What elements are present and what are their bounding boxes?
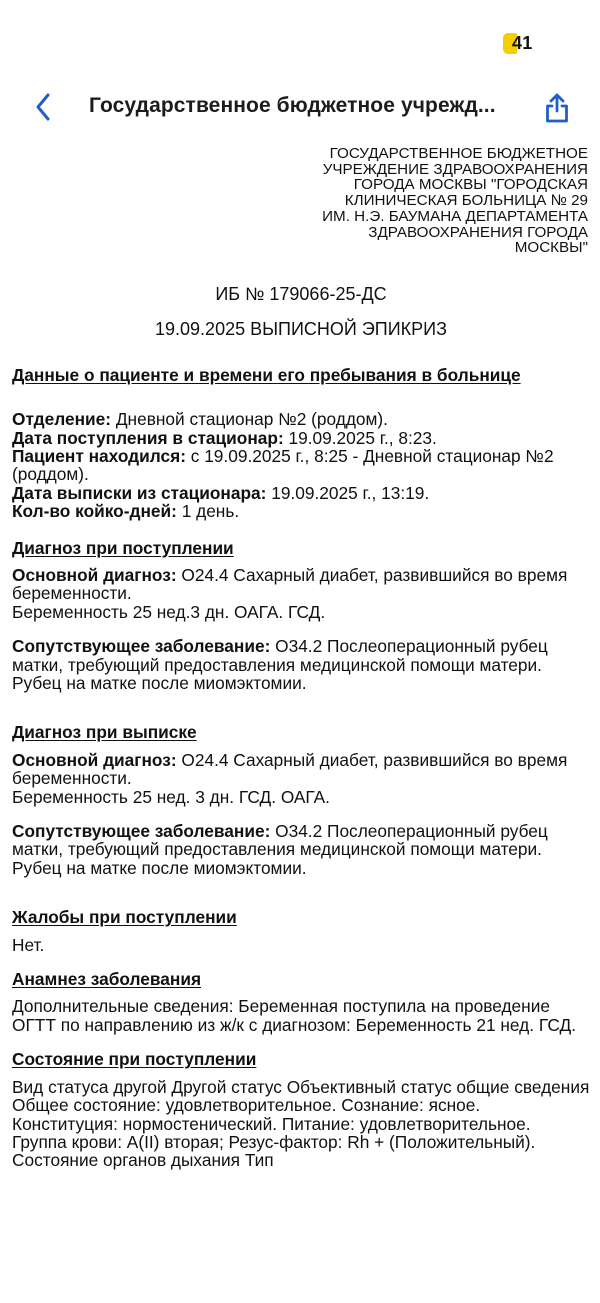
discharge-main-note: Беременность 25 нед. 3 дн. ГСД. ОАГА.	[12, 786, 330, 807]
field-value: 19.09.2025 г., 8:23.	[283, 427, 437, 448]
status-bar	[0, 0, 600, 70]
org-line: ГОСУДАРСТВЕННОЕ БЮДЖЕТНОЕ	[329, 145, 588, 162]
organization-name	[292, 146, 590, 256]
badge-count: 41	[512, 33, 533, 53]
document-title: 19.09.2025 ВЫПИСНОЙ ЭПИКРИЗ	[155, 319, 447, 340]
org-line: МОСКВЫ"	[514, 239, 588, 257]
field-discharge-date	[12, 484, 590, 502]
admission-main-diagnosis	[12, 566, 590, 603]
field-label: Основной диагноз:	[12, 749, 177, 770]
chevron-left-icon	[34, 92, 52, 122]
page-title: Государственное бюджетное учрежд...	[89, 94, 496, 117]
record-number: ИБ № 179066-25-ДС	[215, 283, 387, 304]
field-value: Дневной стационар №2 (роддом).	[111, 409, 388, 430]
field-label: Отделение:	[12, 409, 112, 430]
discharge-concomitant-note: Рубец на матке после миомэктомии.	[12, 857, 307, 878]
field-label: Дата выписки из стационара:	[12, 482, 267, 503]
org-line: ГОРОДА МОСКВЫ "ГОРОДСКАЯ	[353, 176, 588, 194]
field-label: Основной диагноз:	[12, 564, 177, 585]
complaints-text: Нет.	[12, 934, 45, 955]
discharge-summary-document	[12, 146, 590, 1170]
admission-main-note: Беременность 25 нед.3 дн. ОАГА. ГСД.	[12, 601, 326, 622]
org-line: КЛИНИЧЕСКАЯ БОЛЬНИЦА № 29	[344, 192, 588, 210]
org-line: УЧРЕЖДЕНИЕ ЗДРАВООХРАНЕНИЯ	[322, 160, 588, 178]
field-bed-days	[12, 502, 590, 520]
section-heading-complaints: Жалобы при поступлении	[12, 907, 237, 928]
section-heading-admission-state: Состояние при поступлении	[12, 1049, 257, 1070]
share-button[interactable]	[540, 88, 574, 128]
back-button[interactable]	[28, 90, 58, 124]
org-line: ИМ. Н.Э. БАУМАНА ДЕПАРТАМЕНТА	[322, 207, 588, 225]
field-value: с 19.09.2025 г., 8:25 - Дневной стационар №2 (роддом).	[12, 445, 554, 485]
section-heading-anamnesis: Анамнез заболевания	[12, 969, 202, 990]
admission-state-text: Вид статуса другой Другой статус Объективный статус общие сведения Общее состояние: удовлетворительное. Сознание: ясное. Конституция: нормостенический. Питание: удовлетворительное. Группа крови: A(II) вторая; Резус-фактор: Rh + (Положительный). Состояние органов дыхания Тип	[12, 1076, 590, 1171]
field-value: O34.2 Послеоперационный рубец матки, требующий предоставления медицинской помощи матери.	[12, 821, 548, 860]
admission-concomitant-note: Рубец на матке после миомэктомии.	[12, 673, 307, 694]
discharge-main-diagnosis	[12, 751, 590, 788]
field-label: Кол-во койко-дней:	[12, 501, 177, 522]
field-value: O34.2 Послеоперационный рубец матки, требующий предоставления медицинской помощи матери.	[12, 636, 548, 675]
field-admission-date	[12, 429, 590, 447]
org-line: ЗДРАВООХРАНЕНИЯ ГОРОДА	[368, 223, 588, 241]
discharge-concomitant-diagnosis	[12, 822, 590, 859]
section-heading-discharge-diagnosis: Диагноз при выписке	[12, 722, 197, 743]
share-icon	[544, 92, 570, 124]
section-heading-admission-diagnosis: Диагноз при поступлении	[12, 537, 234, 558]
field-value: O24.4 Сахарный диабет, развившийся во время беременности.	[12, 564, 568, 604]
anamnesis-text: Дополнительные сведения: Беременная поступила на проведение ОГТТ по направлению из ж/к с диагнозом: Беременность 21 нед. ГСД.	[12, 996, 577, 1035]
navigation-bar	[0, 80, 600, 135]
section-heading-patient-data: Данные о пациенте и времени его пребывания в больнице	[12, 364, 521, 385]
patient-info	[12, 410, 590, 520]
field-value: O24.4 Сахарный диабет, развившийся во время беременности.	[12, 749, 568, 789]
field-label: Пациент находился:	[12, 445, 186, 466]
admission-concomitant-diagnosis	[12, 637, 590, 674]
field-department	[12, 410, 590, 428]
field-label: Дата поступления в стационар:	[12, 427, 284, 448]
field-value: 19.09.2025 г., 13:19.	[266, 482, 430, 503]
notification-badge	[503, 33, 532, 54]
field-value: 1 день.	[176, 501, 240, 522]
field-label: Сопутствующее заболевание:	[12, 821, 271, 842]
field-label: Сопутствующее заболевание:	[12, 636, 271, 657]
field-stay	[12, 447, 590, 484]
